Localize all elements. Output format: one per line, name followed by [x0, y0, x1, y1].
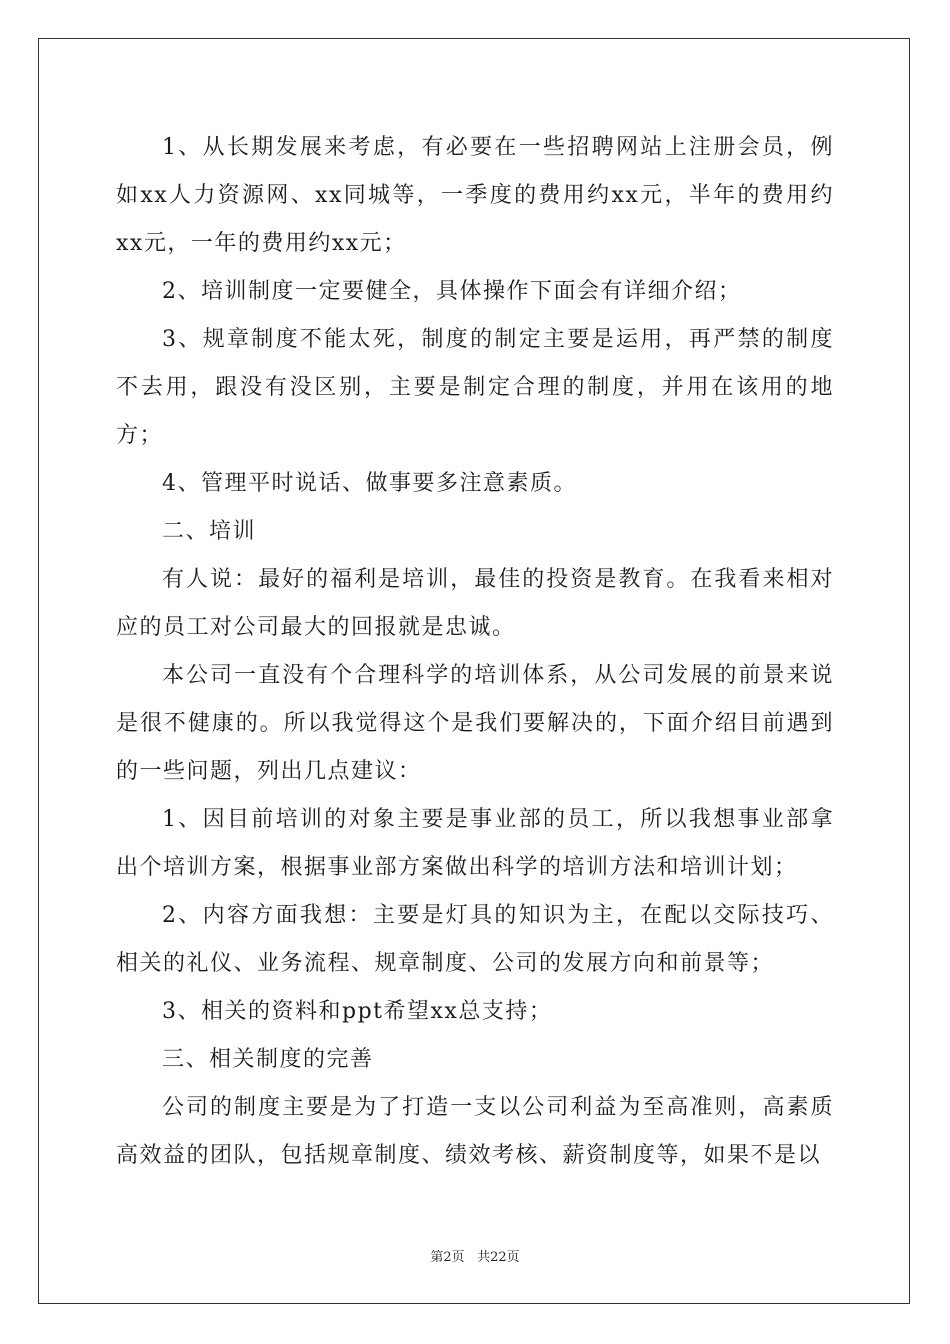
document-body — [116, 124, 834, 1180]
paragraph: 公司的制度主要是为了打造一支以公司利益为至高准则，高素质高效益的团队，包括规章制度、绩效考核、薪资制度等，如果不是以 — [116, 1095, 834, 1168]
paragraph: 2、培训制度一定要健全，具体操作下面会有详细介绍； — [162, 279, 742, 304]
paragraph: 1、从长期发展来考虑，有必要在一些招聘网站上注册会员，例如xx人力资源网、xx同城等，一季度的费用约xx元，半年的费用约xx元，一年的费用约xx元； — [116, 135, 834, 256]
page-footer — [0, 1246, 950, 1265]
paragraph: 1、因目前培训的对象主要是事业部的员工，所以我想事业部拿出个培训方案，根据事业部方案做出科学的培训方法和培训计划； — [116, 807, 834, 880]
paragraph: 3、规章制度不能太死，制度的制定主要是运用，再严禁的制度不去用，跟没有没区别，主要是制定合理的制度，并用在该用的地方； — [116, 327, 834, 448]
page-number: 第2页 — [430, 1250, 465, 1265]
paragraph: 2、内容方面我想：主要是灯具的知识为主，在配以交际技巧、相关的礼仪、业务流程、规章制度、公司的发展方向和前景等； — [116, 903, 834, 976]
paragraph: 4、管理平时说话、做事要多注意素质。 — [162, 471, 577, 496]
paragraph: 3、相关的资料和ppt希望xx总支持； — [162, 999, 553, 1024]
section-heading: 二、培训 — [162, 519, 257, 544]
section-heading: 三、相关制度的完善 — [162, 1047, 374, 1072]
paragraph: 有人说：最好的福利是培训，最佳的投资是教育。在我看来相对应的员工对公司最大的回报就是忠诚。 — [116, 567, 834, 640]
paragraph: 本公司一直没有个合理科学的培训体系，从公司发展的前景来说是很不健康的。所以我觉得这个是我们要解决的，下面介绍目前遇到的一些问题，列出几点建议： — [116, 663, 834, 784]
page-total: 共22页 — [477, 1250, 520, 1265]
